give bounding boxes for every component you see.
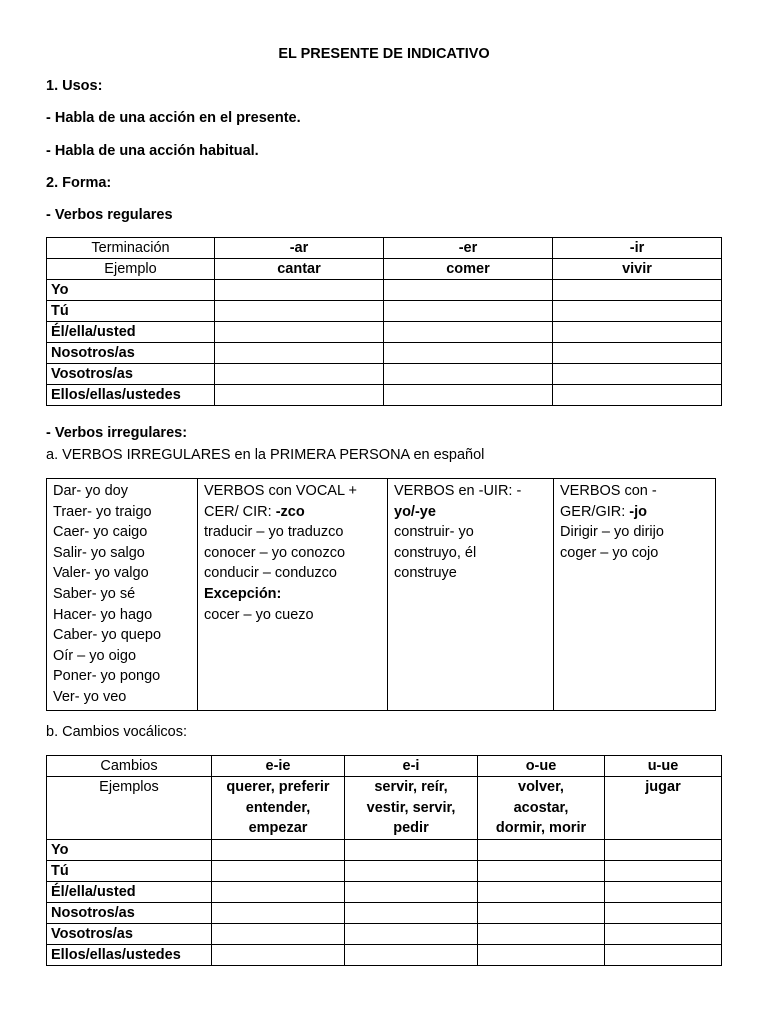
person-cell: Yo: [47, 280, 215, 301]
answer-cell[interactable]: [553, 322, 722, 343]
answer-cell[interactable]: [212, 923, 345, 944]
header-cell: u-ue: [605, 756, 722, 777]
rule-text-part: GER/GIR:: [560, 503, 630, 520]
list-item: Caer- yo caigo: [53, 524, 148, 541]
table-row: [47, 923, 722, 944]
list-item: Poner- yo pongo: [53, 668, 161, 685]
answer-cell[interactable]: [345, 881, 478, 902]
table-row: [47, 902, 722, 923]
answer-cell[interactable]: [478, 881, 605, 902]
list-item: Salir- yo salgo: [53, 544, 145, 561]
answer-cell[interactable]: [215, 364, 384, 385]
answer-cell[interactable]: [345, 839, 478, 860]
header-cell: e-ie: [212, 756, 345, 777]
answer-cell[interactable]: [553, 385, 722, 406]
answer-cell[interactable]: [478, 860, 605, 881]
table-row: [47, 881, 722, 902]
list-item: coger – yo cojo: [560, 544, 659, 561]
person-cell: Yo: [47, 839, 212, 860]
person-cell: Nosotros/as: [47, 902, 212, 923]
vocal-cer-cir-cell: [198, 479, 388, 711]
example-line: vestir, servir,: [366, 799, 456, 816]
answer-cell[interactable]: [215, 322, 384, 343]
answer-cell[interactable]: [553, 364, 722, 385]
list-item: Dar- yo doy: [53, 483, 128, 499]
example-line: pedir: [393, 820, 429, 837]
table-row: [47, 259, 722, 280]
irregular-sub-a: a. VERBOS IRREGULARES en la PRIMERA PERSONA en español: [46, 447, 485, 463]
table-row: [47, 301, 722, 322]
answer-cell[interactable]: [384, 301, 553, 322]
rule-text: VERBOS con VOCAL +: [204, 483, 357, 499]
rule-ending: -jo: [629, 503, 648, 520]
rule-ending: -zco: [275, 503, 305, 520]
rule-text: VERBOS con -: [560, 483, 657, 499]
table-row: [47, 944, 722, 965]
answer-cell[interactable]: [215, 343, 384, 364]
regular-verbs-heading: - Verbos regulares: [46, 207, 173, 223]
list-item: Oír – yo oigo: [53, 647, 137, 664]
irregular-sub-b: b. Cambios vocálicos:: [46, 724, 188, 740]
header-cell: Cambios: [47, 756, 212, 777]
regular-verbs-table: [46, 237, 722, 406]
rule-ending: yo/-ye: [394, 503, 436, 520]
list-item: construir- yo: [394, 524, 474, 541]
list-item: Hacer- yo hago: [53, 606, 153, 623]
answer-cell[interactable]: [478, 902, 605, 923]
table-row: [47, 839, 722, 860]
examples-label-cell: Ejemplos: [47, 777, 212, 840]
table-row: [47, 343, 722, 364]
answer-cell[interactable]: [553, 280, 722, 301]
answer-cell[interactable]: [605, 860, 722, 881]
answer-cell[interactable]: [605, 839, 722, 860]
example-cell: [212, 777, 345, 840]
person-cell: Tú: [47, 301, 215, 322]
list-item: Traer- yo traigo: [53, 503, 152, 520]
example-line: acostar,: [513, 799, 569, 816]
table-row: [47, 364, 722, 385]
list-item: conducir – conduzco: [204, 565, 337, 582]
list-item: Caber- yo quepo: [53, 627, 162, 644]
person-cell: Vosotros/as: [47, 364, 215, 385]
section-2-heading: 2. Forma:: [46, 175, 112, 191]
answer-cell[interactable]: [384, 322, 553, 343]
table-row: [47, 777, 722, 840]
example-line: entender,: [245, 799, 311, 816]
list-item: conocer – yo conozco: [204, 544, 346, 561]
table-row: [47, 756, 722, 777]
header-cell: -er: [384, 238, 553, 259]
rule-text-part: CER/ CIR:: [204, 503, 276, 520]
list-item: construyo, él: [394, 544, 477, 561]
answer-cell[interactable]: [553, 301, 722, 322]
example-line: servir, reír,: [374, 779, 448, 795]
answer-cell[interactable]: [345, 902, 478, 923]
vowel-changes-table: [46, 755, 722, 966]
answer-cell[interactable]: [212, 902, 345, 923]
first-person-irregulars-cell: [47, 479, 198, 711]
header-cell: Terminación: [47, 238, 215, 259]
usage-item-2: - Habla de una acción habitual.: [46, 143, 259, 159]
example-cell: vivir: [553, 259, 722, 280]
ger-gir-cell: [554, 479, 716, 711]
person-cell: Nosotros/as: [47, 343, 215, 364]
list-item: Saber- yo sé: [53, 585, 136, 602]
table-row: [47, 238, 722, 259]
list-item: cocer – yo cuezo: [204, 606, 314, 623]
list-item: Dirigir – yo dirijo: [560, 524, 664, 541]
table-row: [47, 280, 722, 301]
answer-cell[interactable]: [212, 944, 345, 965]
uir-cell: [388, 479, 554, 711]
answer-cell[interactable]: [212, 839, 345, 860]
answer-cell[interactable]: [605, 923, 722, 944]
answer-cell[interactable]: [605, 881, 722, 902]
answer-cell[interactable]: [345, 944, 478, 965]
person-cell: Ellos/ellas/ustedes: [47, 944, 212, 965]
header-cell: e-i: [345, 756, 478, 777]
example-cell: [478, 777, 605, 840]
example-line: dormir, morir: [495, 820, 587, 837]
answer-cell[interactable]: [215, 385, 384, 406]
answer-cell[interactable]: [384, 280, 553, 301]
answer-cell[interactable]: [605, 944, 722, 965]
example-cell: cantar: [215, 259, 384, 280]
example-line: jugar: [645, 779, 681, 795]
example-cell: [605, 777, 722, 840]
answer-cell[interactable]: [345, 860, 478, 881]
rule-text: [560, 502, 709, 523]
answer-cell[interactable]: [384, 364, 553, 385]
example-cell: [345, 777, 478, 840]
list-item: traducir – yo traduzco: [204, 524, 344, 541]
table-row: [47, 860, 722, 881]
section-1-heading: 1. Usos:: [46, 78, 103, 94]
table-row: [47, 385, 722, 406]
answer-cell[interactable]: [215, 280, 384, 301]
list-item: Ver- yo veo: [53, 688, 127, 705]
answer-cell[interactable]: [212, 860, 345, 881]
answer-cell[interactable]: [478, 923, 605, 944]
person-cell: Él/ella/usted: [47, 322, 215, 343]
answer-cell[interactable]: [478, 839, 605, 860]
answer-cell[interactable]: [212, 881, 345, 902]
table-row: [47, 322, 722, 343]
example-line: querer, preferir: [226, 779, 330, 795]
answer-cell[interactable]: [605, 902, 722, 923]
list-item: construye: [394, 565, 457, 582]
answer-cell[interactable]: [478, 944, 605, 965]
person-cell: Él/ella/usted: [47, 881, 212, 902]
person-cell: Vosotros/as: [47, 923, 212, 944]
list-item: Valer- yo valgo: [53, 565, 149, 582]
answer-cell[interactable]: [215, 301, 384, 322]
answer-cell[interactable]: [553, 343, 722, 364]
rule-text: VERBOS en -UIR: -: [394, 483, 522, 499]
irregular-verbs-table: [46, 478, 716, 711]
example-line: volver,: [518, 779, 564, 795]
header-cell: -ar: [215, 238, 384, 259]
person-cell: Tú: [47, 860, 212, 881]
usage-item-1: - Habla de una acción en el presente.: [46, 110, 301, 126]
table-row: [47, 479, 716, 711]
irregular-verbs-heading: - Verbos irregulares:: [46, 425, 188, 441]
answer-cell[interactable]: [384, 385, 553, 406]
example-cell: comer: [384, 259, 553, 280]
example-line: empezar: [248, 820, 308, 837]
answer-cell[interactable]: [345, 923, 478, 944]
example-label-cell: Ejemplo: [47, 259, 215, 280]
header-cell: -ir: [553, 238, 722, 259]
person-cell: Ellos/ellas/ustedes: [47, 385, 215, 406]
page-title: EL PRESENTE DE INDICATIVO: [278, 46, 490, 62]
answer-cell[interactable]: [384, 343, 553, 364]
header-cell: o-ue: [478, 756, 605, 777]
exception-label: Excepción:: [204, 585, 282, 602]
rule-text: [204, 502, 381, 523]
